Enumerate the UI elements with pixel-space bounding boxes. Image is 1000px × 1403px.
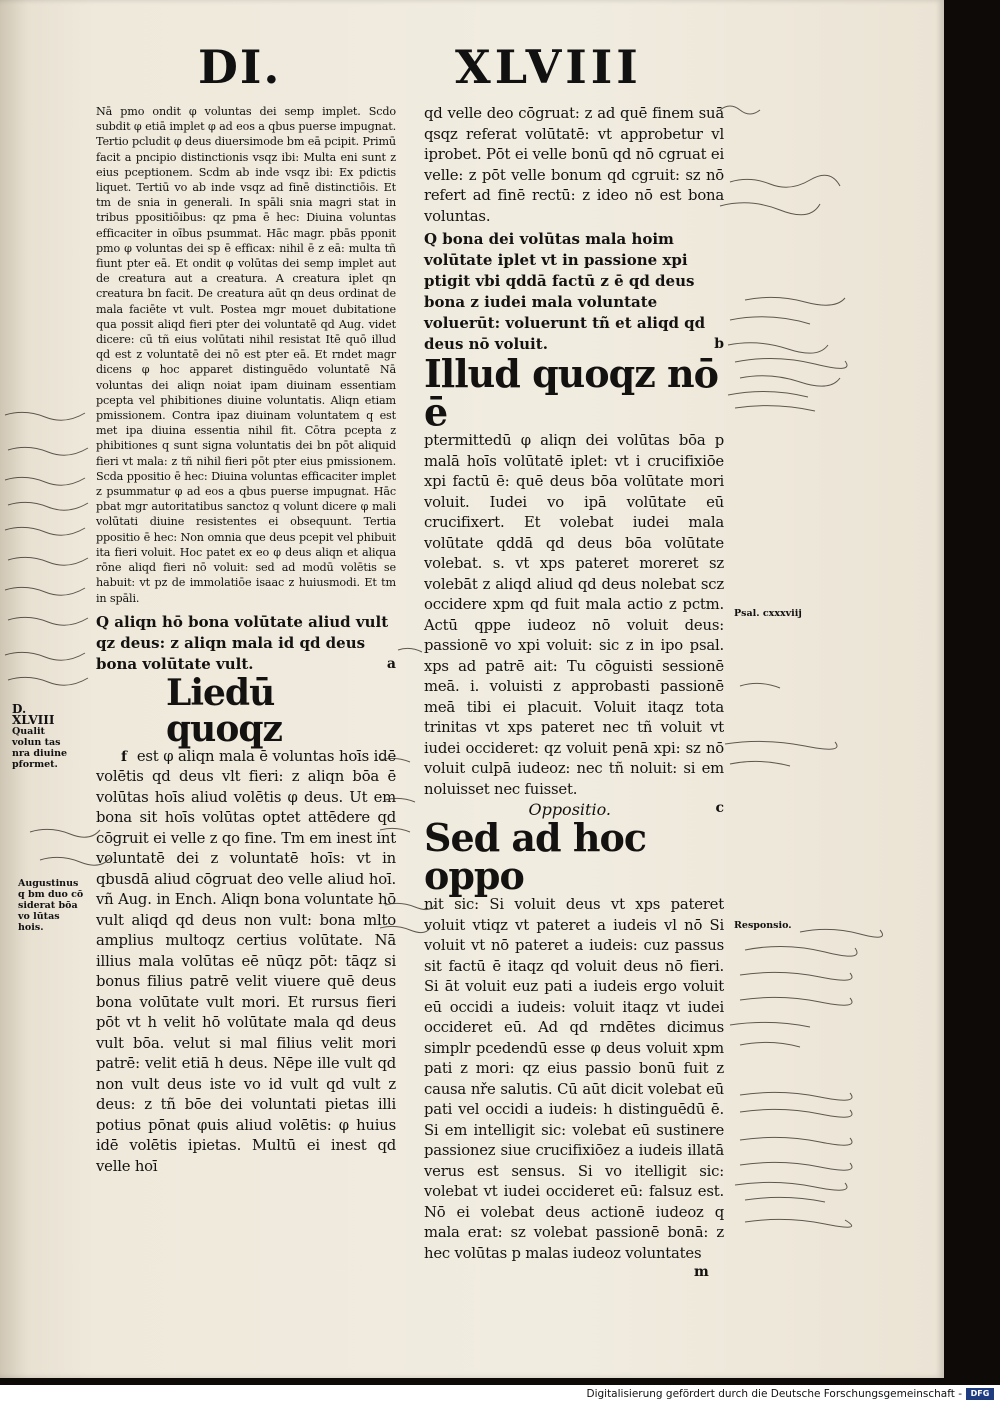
scribble-mark (380, 926, 430, 932)
scribble-mark (735, 1182, 847, 1190)
scribble-mark (5, 527, 85, 535)
left-main-text-body: est φ aliqn mala ē voluntas hoīs idē volētis qd deus vlt fieri: z aliqn bōa ē volūtas hoīs aliud volētis φ deus. Ut em bona sit hoīs volūtas optet attēdere qd cōgruit ei velle z qo fine. Tm em inest int voluntatē dei z voluntatē hoīs: vt in qbusdā aliud cōgruat deo velle aliud hoī. vñ Aug. in Ench. Aliqn bona voluntate hō vult aliqd qd deus non vult: bona mlto amplius multoqz certius volūtate. Nā illius mala volūtas eē nūqz pōt: tāqz si bonus filius patrē velit viuere quē deus bona volūtate vult mori. Et rursus fieri pōt vt h velit hō volūtate mala qd deus vult bōa. velut si mal filius velit mori patrē: velit etiā h deus. Nēpe ille vult qd non vult deus iste vo id vult qd vult z deus: z tñ bōe dei voluntati pietas illi potius pōnat φuis aliud volētis: φ huius idē volētis ipietas. Multū ei inest qd velle hoī (96, 747, 396, 1175)
scribble-mark (720, 106, 760, 114)
scribble-mark (730, 317, 810, 324)
opposition-mark: c (715, 800, 724, 816)
right-paragraph-2: ptermittedū φ aliqn dei volūtas bōa p malā hoīs volūtatē iplet: vt i crucifixiōe xpi factū ē: quē deus bōa volūtate mori voluit. Iudei vo ipā volūtate eū crucifixert. Et volebat iudei mala volūtate qddā qd deus bōa volūtate volebat. s. vt xps pateret moreret sz volebāt z aliqd aliud qd deus nolebat scz occidere xpm qd fuit mala actio z pctm. Actū qppe iudeoz nō voluit deus: passionē vo xpi voluit: sic z in ipo psal. xps ad patrē ait: Tu cōguisti sessionē meā. i. voluisti z approbasti passionē meā tibi ei placuit. Voluit itaqz tota trinitas vt xps pateret nec tñ voluit vt iudei occideret: qz voluit penā xpi: sz nō voluit culpā iudeoz: nec tñ noluit: si em noluisset nec fuisset. (424, 432, 724, 798)
scribble-mark (385, 798, 415, 802)
scribble-mark (8, 617, 88, 625)
scribble-mark (728, 343, 828, 353)
scribble-mark (8, 677, 88, 685)
scribble-mark (730, 1022, 810, 1027)
scribble-mark (740, 683, 780, 688)
scribble-mark (728, 391, 808, 397)
right-incipit: Illud quoqz nō ē (424, 351, 718, 434)
page-header-folio: XLVIII (455, 40, 642, 94)
scribble-mark (725, 741, 837, 749)
scribble-mark (800, 929, 883, 937)
footer-bar (0, 1385, 1000, 1403)
scribble-mark (735, 358, 847, 368)
scribble-mark (5, 477, 85, 485)
right-paragraph-3: nit sic: Si voluit deus vt xps pateret voluit vtiqz vt pateret a iudeis vl nō Si voluit vt nō pateret a iudeis: cuz passus sit factū ē itaqz qd voluit deus nō fieri. Si āt voluit euz pati a iudeis ergo voluit eū occidi a iudeis: voluit itaqz vt iudei occideret eū. Ad qd rndētes dicimus simplr pcedendū esse φ deus voluit xpm pati z mori: qz eius passio bonū fuit z causa nře salutis. Cū aūt dicit volebat eū pati vel occidi a iudeis: h distinguēdū ē. Si em intelligit sic: volebat eū sustinere passionez siue crucifixiōez a iudeis illatā verus est sensus. Si vo itelligit sic: volebat vt iudei occideret eū: falsuz est. Nō ei volebat deus actionē iudeoz q mala erat: sz volebat passionē bonā: z hec volūtas p malas iudeoz voluntates (424, 896, 724, 1262)
scribble-mark (5, 412, 85, 420)
scribble-mark (8, 502, 88, 510)
scribble-mark (5, 652, 85, 660)
margin-chapter-number: D. XLVIII (12, 702, 55, 727)
right-paragraph-1: qd velle deo cōgruat: z ad quē finem suā qsqz referat volūtatē: vt approbetur vl iprobet. Pōt ei velle bonū qd nō cgruat ei velle: z pōt velle bonum qd cgruit: sz nō refert ad finē rectū: z ideo nō est bona voluntas. (424, 105, 724, 225)
scribble-mark (740, 376, 840, 386)
scribble-mark (5, 587, 85, 595)
right-end-mark: m (694, 1264, 709, 1280)
scribble-mark (740, 1137, 852, 1145)
scribble-mark (8, 557, 88, 565)
left-heading-mark: a (386, 655, 396, 672)
scribble-mark (8, 447, 88, 455)
margin-responsio-note: Responsio. (734, 920, 792, 931)
scribble-mark (740, 972, 852, 980)
left-heading-text: Q aliqn hō bona volūtate aliud vult qz deus: z aliqn mala id qd deus bona volūtate vult. (96, 612, 389, 673)
left-incipit-mark: f (121, 748, 127, 765)
scribble-mark (398, 648, 422, 652)
scribble-mark (745, 1219, 852, 1227)
scribble-mark (730, 761, 790, 766)
left-commentary-paragraph: Nā pmo ondit φ voluntas dei semp implet. Scdo subdit φ etiā implet φ ad eos a qbus puerse impugnat. Tertio pcludit φ deus diuersimode bm eā pcipit. Primū facit a pncipio distinctionis vsqz ibi: Multa eni sunt z eius pceptionem. Scdm ab inde vsqz ibi: Ex pdictis liquet. Tertiū vo ab inde vsqz ad finē distinctiōis. Et tm de snia in generali. In spāli snia magri stat in tribus ppositiōibus: qz pma ē hec: Diuina voluntas efficaciter in oībus psummat. Hāc magr. pbās pponit pmo φ voluntas dei sp ē efficax: nihil ē z eā: multa tñ fiunt pter eā. Et ondit φ volūtas dei semp implet aut de creatura aut a creatura. A creatura iplet qn creatura bn facit. De creatura aūt qn deus ordinat de mala faciēte vt vult. Postea mgr mouet dubitatione qua possit aliqd fieri pter dei voluntatē qd Aug. videt dicere: cū tñ eius volūtati nihil resistat Itē quō illud qd est z voluntatē dei nō est pter eā. Et rndet magr dicens φ hoc apparet distinguēdo voluntatē Nā voluntas dei aliqn noiat ipam diuinam essentiam pcepta vel phibitiones diuine voluntatis. Aliqn etiam pmissionem. Contra ipaz diuinam voluntatem q est met ipa diuina essentia nihil fit. Cōtra pcepta z phibitiones q sunt signa voluntatis dei bn pōt aliquid fieri vt mala: z tñ nihil fieri pōt pter eius pmissionem. Scda ppositio ē hec: Diuina voluntas efficaciter implet z psummatur φ ad eos a qbus puerse impugnat. Hāc pbat mgr autoritatibus sanctoz q volunt dicere φ mali volūtati diuine resistentes ei obsequunt. Tertia ppositio ē hec: Non omnia que deus pcepit vel phibuit ita fieri voluit. Hoc patet ex eo φ deus aliqn et aliqua rōne aliqd fieri nō voluit: sed ad modū volētis se habuit: vt pz de immolatiōe isaac z huiusmodi. Et tm in spāli. (96, 105, 396, 605)
scribble-mark (40, 857, 110, 865)
scribble-mark (730, 175, 840, 187)
scribble-mark (380, 828, 410, 832)
page-header-distinction: DI. (198, 40, 282, 94)
left-incipit: Liedū quoqz (166, 671, 282, 750)
scribble-mark (740, 1162, 852, 1170)
scribble-mark (385, 903, 435, 909)
margin-augustinus-note: Augustinus q bm duo cō siderat bōa vo lūtas hois. (18, 878, 84, 933)
dfg-logo: DFG (966, 1388, 994, 1400)
footer-funding-text: Digitalisierung gefördert durch die Deutsche Forschungsgemeinschaft - (586, 1388, 962, 1400)
opposition-heading-text: Oppositio. (528, 800, 611, 819)
scribble-mark (735, 406, 815, 411)
scribble-mark (740, 1109, 852, 1117)
scribble-mark (745, 1197, 825, 1202)
scribble-mark (740, 1042, 800, 1047)
scribble-mark (745, 297, 845, 305)
right-incipit-2: Sed ad hoc oppo (424, 815, 646, 898)
scribble-mark (30, 829, 100, 837)
scribble-mark (740, 997, 852, 1005)
right-heading-text: Q bona dei volūtas mala hoim volūtate iplet vt in passione xpi ptigit vbi qddā factū z ē qd deus bona z iudei mala voluntate voluerūt: voluerunt tñ et aliqd qd deus nō voluit. (424, 230, 706, 353)
scribble-mark (745, 946, 857, 956)
scribble-mark (380, 758, 410, 762)
margin-chapter-subtitle: Qualit volun tas nra diuine pformet. (12, 726, 68, 770)
margin-psalm-note: Psal. cxxxviij (734, 608, 802, 619)
scribble-mark (740, 1092, 852, 1100)
scribble-mark (720, 203, 820, 215)
right-heading-mark: b (714, 336, 724, 352)
